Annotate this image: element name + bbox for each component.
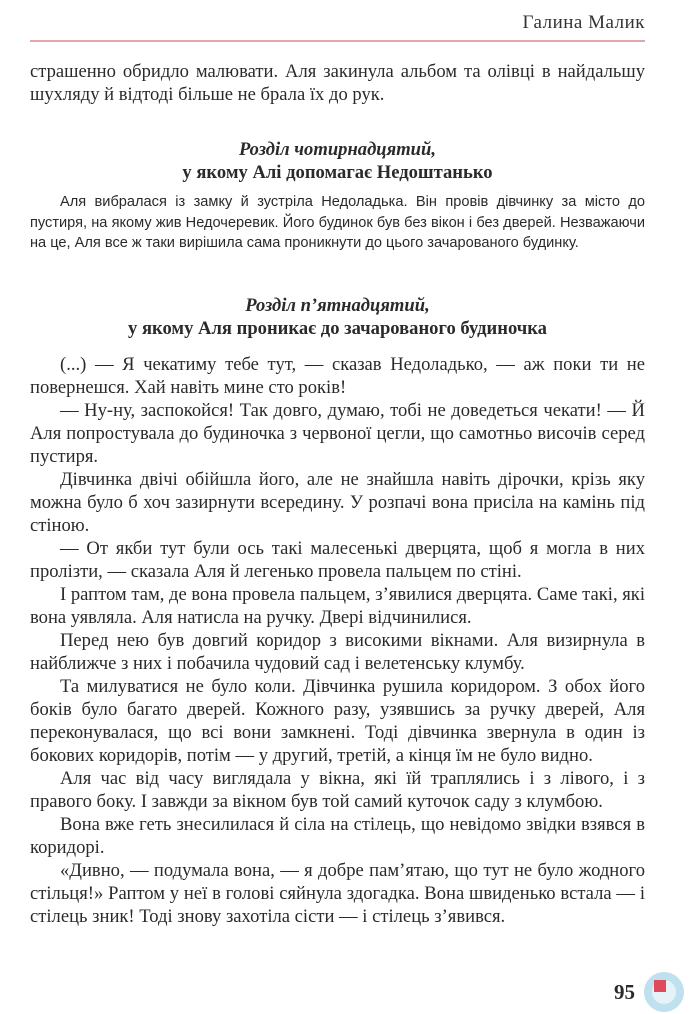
paragraph: І раптом там, де вона провела пальцем, з’явилися дверцята. Саме такі, які вона уявляла. Аля натисла на ручку. Двері відчинилися. (30, 584, 645, 628)
paragraph: Вона вже геть знесилилася й сіла на стілець, що невідомо звідки взявся в коридорі. (30, 814, 645, 858)
chapter-15-heading (30, 294, 645, 340)
chapter-15-subtitle: у якому Аля проникає до зачарованого будиночка (128, 318, 547, 339)
paragraph: Перед нею був довгий коридор з високими вікнами. Аля визирнула в найближче з них і побачила чудовий сад і велетенську клумбу. (30, 630, 645, 674)
paragraph: (...) — Я чекатиму тебе тут, — сказав Недоладько, — аж поки ти не повернешся. Хай навіть мине сто років! (30, 354, 645, 398)
paragraph: Дівчинка двічі обійшла його, але не знайшла навіть дірочки, крізь яку можна було б хоч зазирнути всередину. У розпачі вона присіла на камінь під стіною. (30, 469, 645, 536)
chapter-14-summary: Аля вибралася із замку й зустріла Недоладька. Він провів дівчинку за місто до пустиря, на якому жив Недочеревик. Його будинок був без вікон і без дверей. Незважаючи на це, Аля все ж таки вирішила сама проникнути до цього зачарованого будинку. (30, 194, 645, 251)
page-number: 95 (614, 980, 635, 1004)
paragraph: «Дивно, — подумала вона, — я добре пам’ятаю, що тут не було жодного стільця!» Раптом у неї в голові сяйнула здогадка. Вона швиденько встала — і стілець зник! Тоді знову захотіла сісти — і стілець з’явився. (30, 860, 645, 927)
opening-paragraph: страшенно обридло малювати. Аля закинула альбом та олівці в найдальшу шухляду й відтоді більше не брала їх до рук. (30, 61, 645, 105)
opening-text (30, 60, 645, 106)
paragraph: — Ну-ну, заспокойся! Так довго, думаю, тобі не доведеться чекати! — Й Аля попростувала до будиночка з червоної цегли, що самотньо височів серед пустиря. (30, 400, 645, 467)
corner-decoration-icon (630, 962, 690, 1012)
chapter-15-title: Розділ п’ятнадцятий, (245, 295, 430, 316)
chapter-14-heading (30, 138, 645, 184)
paragraph: Аля час від часу виглядала у вікна, які їй траплялись і з лівого, і з правого боку. І завжди за вікном був той самий куточок саду з клумбою. (30, 768, 645, 812)
chapter-14-subtitle: у якому Алі допомагає Недоштанько (182, 162, 493, 183)
chapter-15-body (30, 353, 645, 928)
paragraph: — От якби тут були ось такі малесенькі дверцята, щоб я могла в них пролізти, — сказала Аля й легенько провела пальцем по стіні. (30, 538, 645, 582)
running-header-author: Галина Малик (522, 12, 645, 33)
paragraph: Та милуватися не було коли. Дівчинка рушила коридором. З обох його боків було багато дверей. Кожного разу, узявшись за ручку дверей, Аля переконувалася, що всі вони замкнені. Тоді дівчинка звернула в один із бокових коридорів, потім — у другий, третій, а кінця їм не було видно. (30, 676, 645, 766)
header-divider (30, 40, 645, 42)
chapter-14-title: Розділ чотирнадцятий, (238, 139, 437, 160)
